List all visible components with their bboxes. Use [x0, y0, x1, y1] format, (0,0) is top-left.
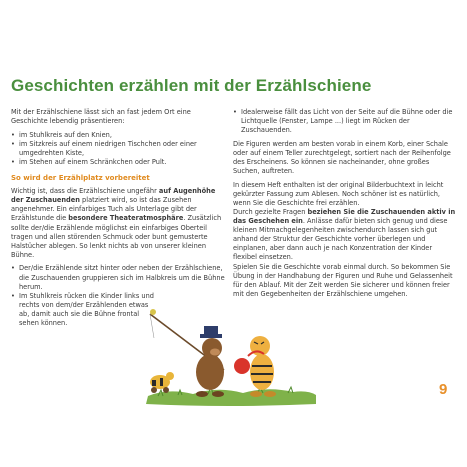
practice-paragraph: Spielen Sie die Geschichte vorab einmal durch. So bekommen Sie Übung in der Handhabung der Figuren und Ruhe und Gelassenheit für den Ablauf. Mit der Zeit werden Sie sicherer und können freier mit den Gegebenheiten der Erzählschiene umgehen. — [233, 262, 453, 298]
text-span: platziert wird, so ist das Zusehen angenehmer. Ein einfarbiges Tuch als Unterlage gibt der Erzählstunde die — [11, 196, 197, 223]
list-item: • Im Stuhlkreis rücken die Kinder links und rechts von dem/der Erzählenden etwas ab, damit auch sie die Bühne frontal sehen können. — [11, 292, 225, 328]
list-item: • im Sitzkreis auf einem niedrigen Tischchen oder einer umgedrehten Kiste, — [11, 140, 225, 158]
tiger-figure — [234, 336, 276, 397]
text-span: . Anlässe dafür bieten sich genug und diese kleinen Mitmachgelegenheiten zwischendurch lassen sich gut anhand der Struktur der Geschichte vorher überlegen und einplanen, aber dann auch je nach Konzentration der Kinder flexibel einsetzen. — [233, 217, 448, 262]
section-subheading: So wird der Erzählplatz vorbereitet — [11, 174, 150, 183]
figures-paragraph: Die Figuren werden am besten vorab in einem Korb, einer Schale oder auf einem Teller zurechtgelegt, sortiert nach der Reihenfolge des Erscheinens. So können sie nacheinander, ohne großes Suchen, auftreten. — [233, 139, 451, 176]
left-column — [11, 108, 225, 333]
bold-text: auf Augenhöhe der Zuschauenden — [11, 187, 216, 205]
illustration — [138, 300, 318, 408]
text-span: Durch gezielte Fragen — [233, 207, 308, 216]
grass — [146, 389, 316, 406]
text-paragraph: In diesem Heft enthalten ist der original Bilderbuchtext in leicht gekürzter Fassung zum Ablesen. Noch schöner ist es natürlich, wenn Sie die Geschichte frei erzählen. — [233, 180, 444, 207]
list-item: • Idealerweise fällt das Licht von der Seite auf die Bühne oder die Lichtquelle (Fenster, Lampe ...) liegt im Rücken der Zuschauenden. — [233, 108, 457, 135]
list-item: • Der/die Erzählende sitzt hinter oder neben der Erzählschiene, die Zuschauenden gruppieren sich im Halbkreis um die Bühne herum. — [11, 264, 225, 291]
list-item: • im Stehen auf einem Schränkchen oder Pult. — [11, 158, 225, 167]
questions-paragraph — [233, 208, 457, 263]
text-span: Wichtig ist, dass die Erzählschiene ungefähr — [11, 187, 159, 196]
right-column — [233, 108, 457, 303]
tiger-duck-toy — [150, 372, 174, 393]
page-number: 9 — [439, 381, 448, 398]
text-span: . Zusätzlich sollte der/die Erzählende möglichst ein einfarbiges Oberteil tragen und allen störenden Schmuck oder bunt gemusterte Halstücher ablegen. So lenkt nichts ab von unserer kleinen Bühne. — [11, 214, 222, 259]
bold-text: besondere Theateratmosphäre — [68, 214, 184, 223]
bear-figure — [196, 326, 224, 397]
light-list — [233, 108, 457, 135]
preparation-paragraph — [11, 187, 225, 260]
bold-text: beziehen Sie die Zuschauenden aktiv in das Geschehen ein — [233, 207, 456, 226]
page-title: Geschichten erzählen mit der Erzählschiene — [11, 76, 372, 95]
list-item: • im Stuhlkreis auf den Knien, — [11, 131, 225, 140]
intro-paragraph: Mit der Erzählschiene lässt sich an fast jedem Ort eine Geschichte lebendig präsentieren: — [11, 108, 191, 126]
places-list — [11, 131, 225, 167]
